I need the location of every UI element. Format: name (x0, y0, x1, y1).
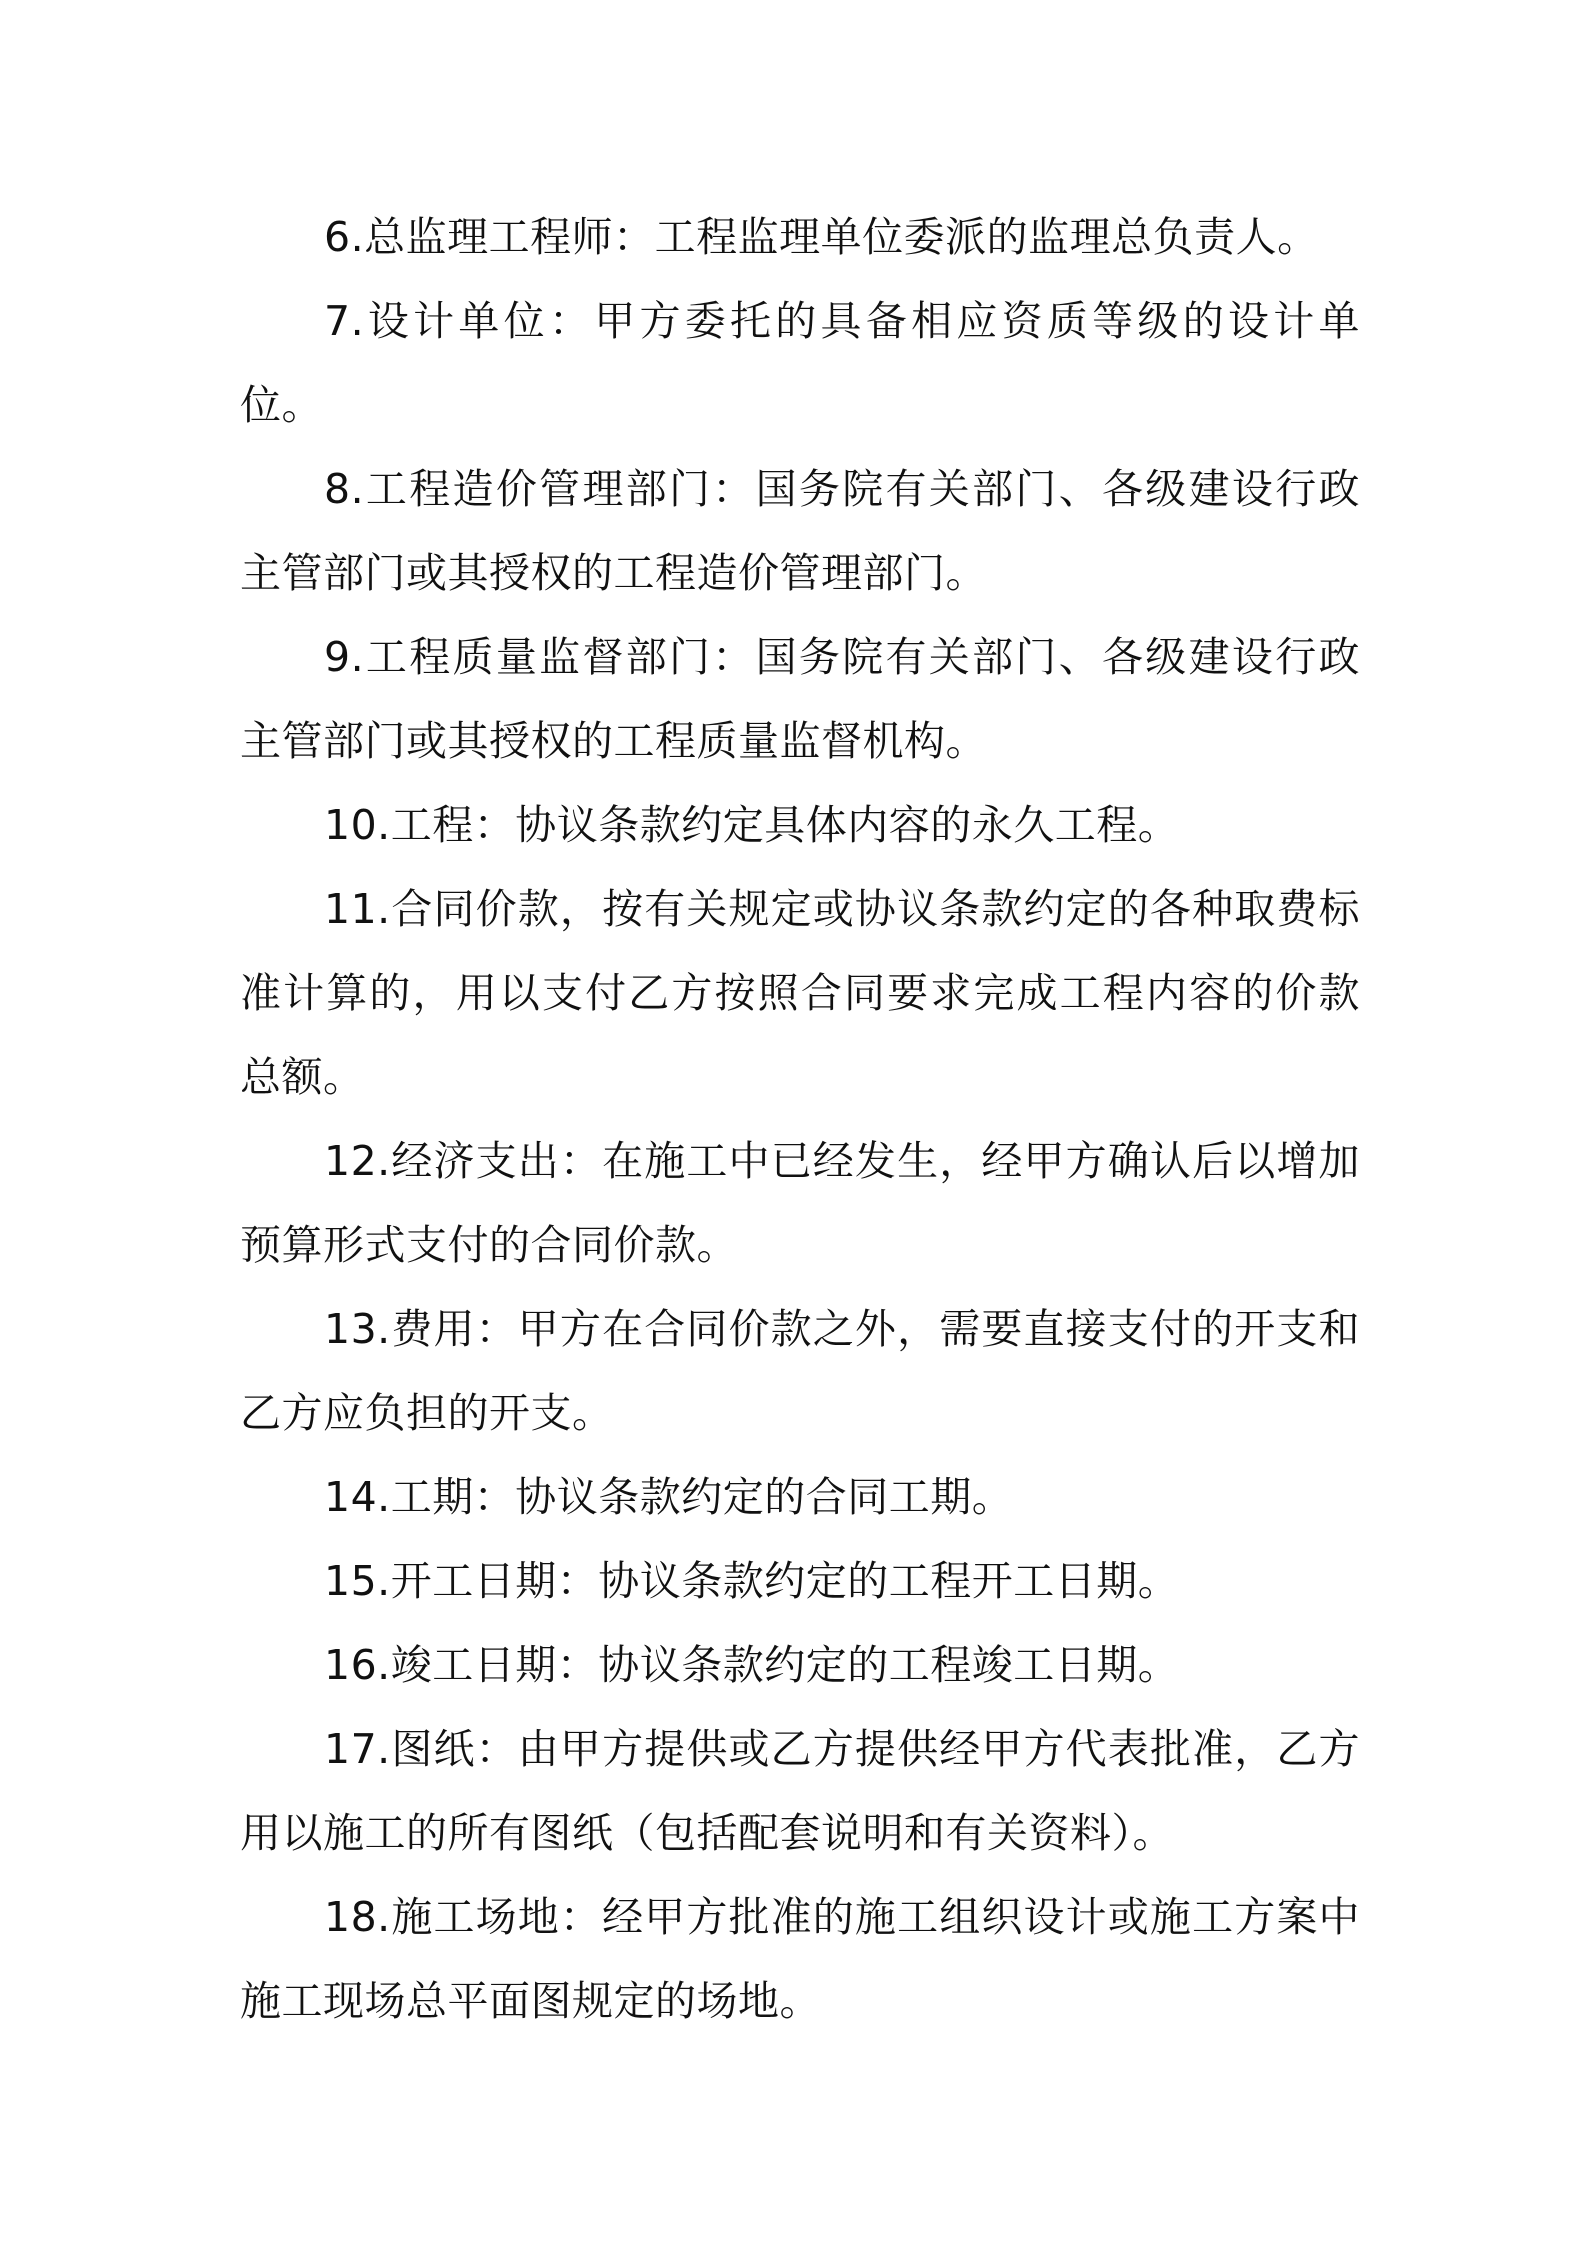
paragraph-item-17: 17.图纸：由甲方提供或乙方提供经甲方代表批准，乙方用以施工的所有图纸（包括配套说明和有关资料）。 (240, 1725, 1360, 1857)
paragraph-item-12: 12.经济支出：在施工中已经发生，经甲方确认后以增加预算形式支付的合同价款。 (240, 1137, 1360, 1269)
paragraph-item-18: 18.施工场地：经甲方批准的施工组织设计或施工方案中施工现场总平面图规定的场地。 (240, 1893, 1360, 2025)
paragraph-item-16: 16.竣工日期：协议条款约定的工程竣工日期。 (324, 1641, 1180, 1689)
paragraph-item-6: 6.总监理工程师：工程监理单位委派的监理总负责人。 (324, 213, 1319, 261)
document-body (240, 195, 1360, 2043)
paragraph-item-9: 9.工程质量监督部门：国务院有关部门、各级建设行政主管部门或其授权的工程质量监督机构。 (240, 633, 1360, 765)
paragraph-item-15: 15.开工日期：协议条款约定的工程开工日期。 (324, 1557, 1180, 1605)
paragraph-item-13: 13.费用：甲方在合同价款之外，需要直接支付的开支和乙方应负担的开支。 (240, 1305, 1360, 1437)
paragraph-item-11: 11.合同价款，按有关规定或协议条款约定的各种取费标准计算的，用以支付乙方按照合同要求完成工程内容的价款总额。 (240, 885, 1360, 1101)
paragraph-item-7: 7.设计单位：甲方委托的具备相应资质等级的设计单位。 (240, 297, 1360, 429)
paragraph-item-14: 14.工期：协议条款约定的合同工期。 (324, 1473, 1014, 1521)
paragraph-item-8: 8.工程造价管理部门：国务院有关部门、各级建设行政主管部门或其授权的工程造价管理部门。 (240, 465, 1360, 597)
paragraph-item-10: 10.工程：协议条款约定具体内容的永久工程。 (324, 801, 1180, 849)
